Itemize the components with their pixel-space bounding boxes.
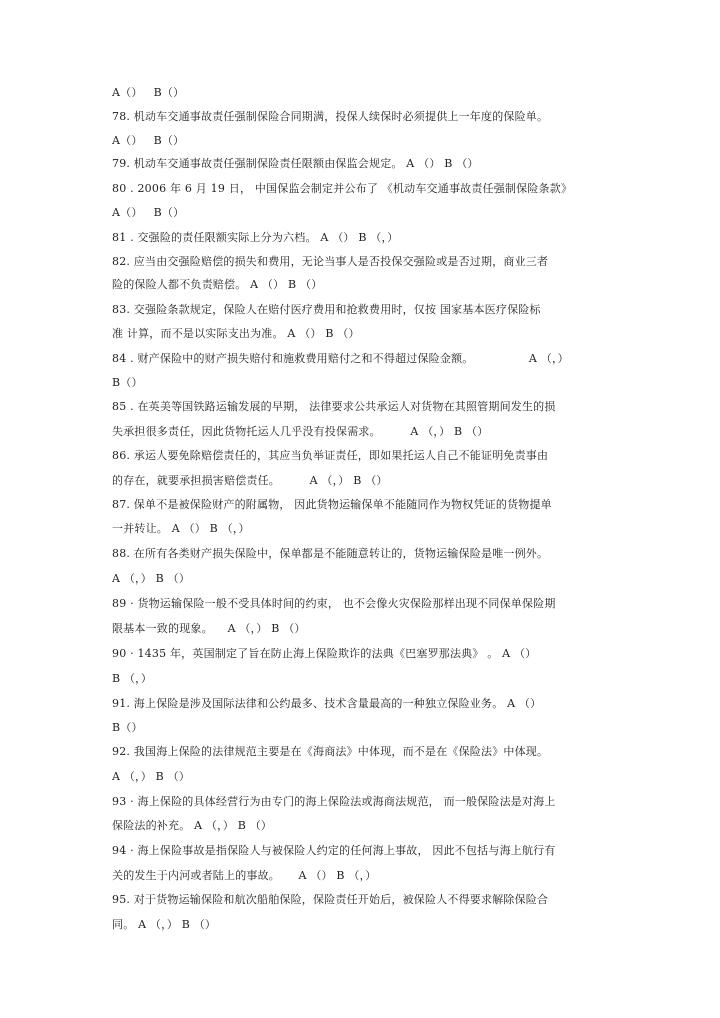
text-line: 一并转让。 A （） B （，） bbox=[112, 522, 250, 535]
text-line: 81 . 交强险的责任限额实际上分为六档。 A （） B （，） bbox=[112, 231, 399, 244]
text-line: 85 . 在英美等国铁路运输发展的早期， 法律要求公共承运人对货物在其照管期间发生的损 bbox=[112, 400, 556, 413]
text-line: 82. 应当由交强险赔偿的损失和费用，无论当事人是否投保交强险或是否过期，商业三者 bbox=[112, 255, 549, 268]
text-line: 88. 在所有各类财产损失保险中，保单都是不能随意转让的，货物运输保险是唯一例外。 bbox=[112, 547, 549, 560]
text-line: A （，） B （） bbox=[112, 770, 191, 783]
text-line: 84 . 财产保险中的财产损失赔付和施救费用赔付之和不得超过保险金额。 A （，） bbox=[112, 352, 569, 365]
text-line: 80 . 2006 年 6 月 19 日， 中国保监会制定并公布了 《机动车交通事故责任强制保险条款》 bbox=[112, 182, 573, 195]
text-line: 94 · 海上保险事故是指保险人与被保险人约定的任何海上事故， 因此不包括与海上航行有 bbox=[112, 844, 556, 857]
text-line: B（） bbox=[112, 376, 143, 389]
text-line: 78. 机动车交通事故责任强制保险合同期满，投保人续保时必须提供上一年度的保险单。 bbox=[112, 110, 549, 123]
text-line: 限基本一致的现象。 A （，） B （） bbox=[112, 622, 306, 635]
text-line: B （，） bbox=[112, 672, 153, 685]
text-line: A（） B（） bbox=[112, 206, 185, 219]
text-line: 83. 交强险条款规定，保险人在赔付医疗费用和抢救费用时，仅按 国家基本医疗保险标 bbox=[112, 303, 541, 316]
text-line: A （，） B （） bbox=[112, 572, 191, 585]
text-line: 89 · 货物运输保险一般不受具体时间的约束， 也不会像火灾保险那样出现不同保单保险期 bbox=[112, 597, 556, 610]
text-line: A（） B（） bbox=[112, 86, 185, 99]
text-line: 90 · 1435 年，英国制定了旨在防止海上保险欺诈的法典《巴塞罗那法典》 。 A （） bbox=[112, 647, 537, 660]
text-line: 保险法的补充。 A （，） B （） bbox=[112, 819, 273, 832]
text-line: 失承担很多责任，因此货物托运人几乎没有投保需求。 A （，） B （） bbox=[112, 425, 489, 438]
text-line: 险的保险人都不负责赔偿。 A （） B （） bbox=[112, 278, 323, 291]
text-line: 92. 我国海上保险的法律规范主要是在《海商法》中体现，而不是在《保险法》中体现。 bbox=[112, 745, 549, 758]
text-line: 同。 A （，） B （） bbox=[112, 918, 217, 931]
text-line: 准 计算，而不是以实际支出为准。 A （） B （） bbox=[112, 327, 360, 340]
text-line: 95. 对于货物运输保险和航次船舶保险，保险责任开始后，被保险人不得要求解除保险合 bbox=[112, 893, 549, 906]
text-line: 86. 承运人要免除赔偿责任的，其应当负举证责任，即如果托运人自己不能证明免责事由 bbox=[112, 449, 549, 462]
text-line: A（） B（） bbox=[112, 134, 185, 147]
text-line: 79. 机动车交通事故责任强制保险责任限额由保监会规定。 A （） B （） bbox=[112, 157, 479, 170]
text-line: 93 · 海上保险的具体经营行为由专门的海上保险法或海商法规范， 而一般保险法是对海上 bbox=[112, 795, 556, 808]
text-line: 87. 保单不是被保险财产的附属物， 因此货物运输保单不能随同作为物权凭证的货物提单 bbox=[112, 498, 552, 511]
text-line: 的存在，就要承担损害赔偿责任。 A （，） B （） bbox=[112, 474, 388, 487]
text-line: 关的发生于内河或者陆上的事故。 A （） B （，） bbox=[112, 869, 377, 882]
text-line: 91. 海上保险是涉及国际法律和公约最多、技术含量最高的一种独立保险业务。 A （） bbox=[112, 697, 542, 710]
text-line: B（） bbox=[112, 721, 143, 734]
